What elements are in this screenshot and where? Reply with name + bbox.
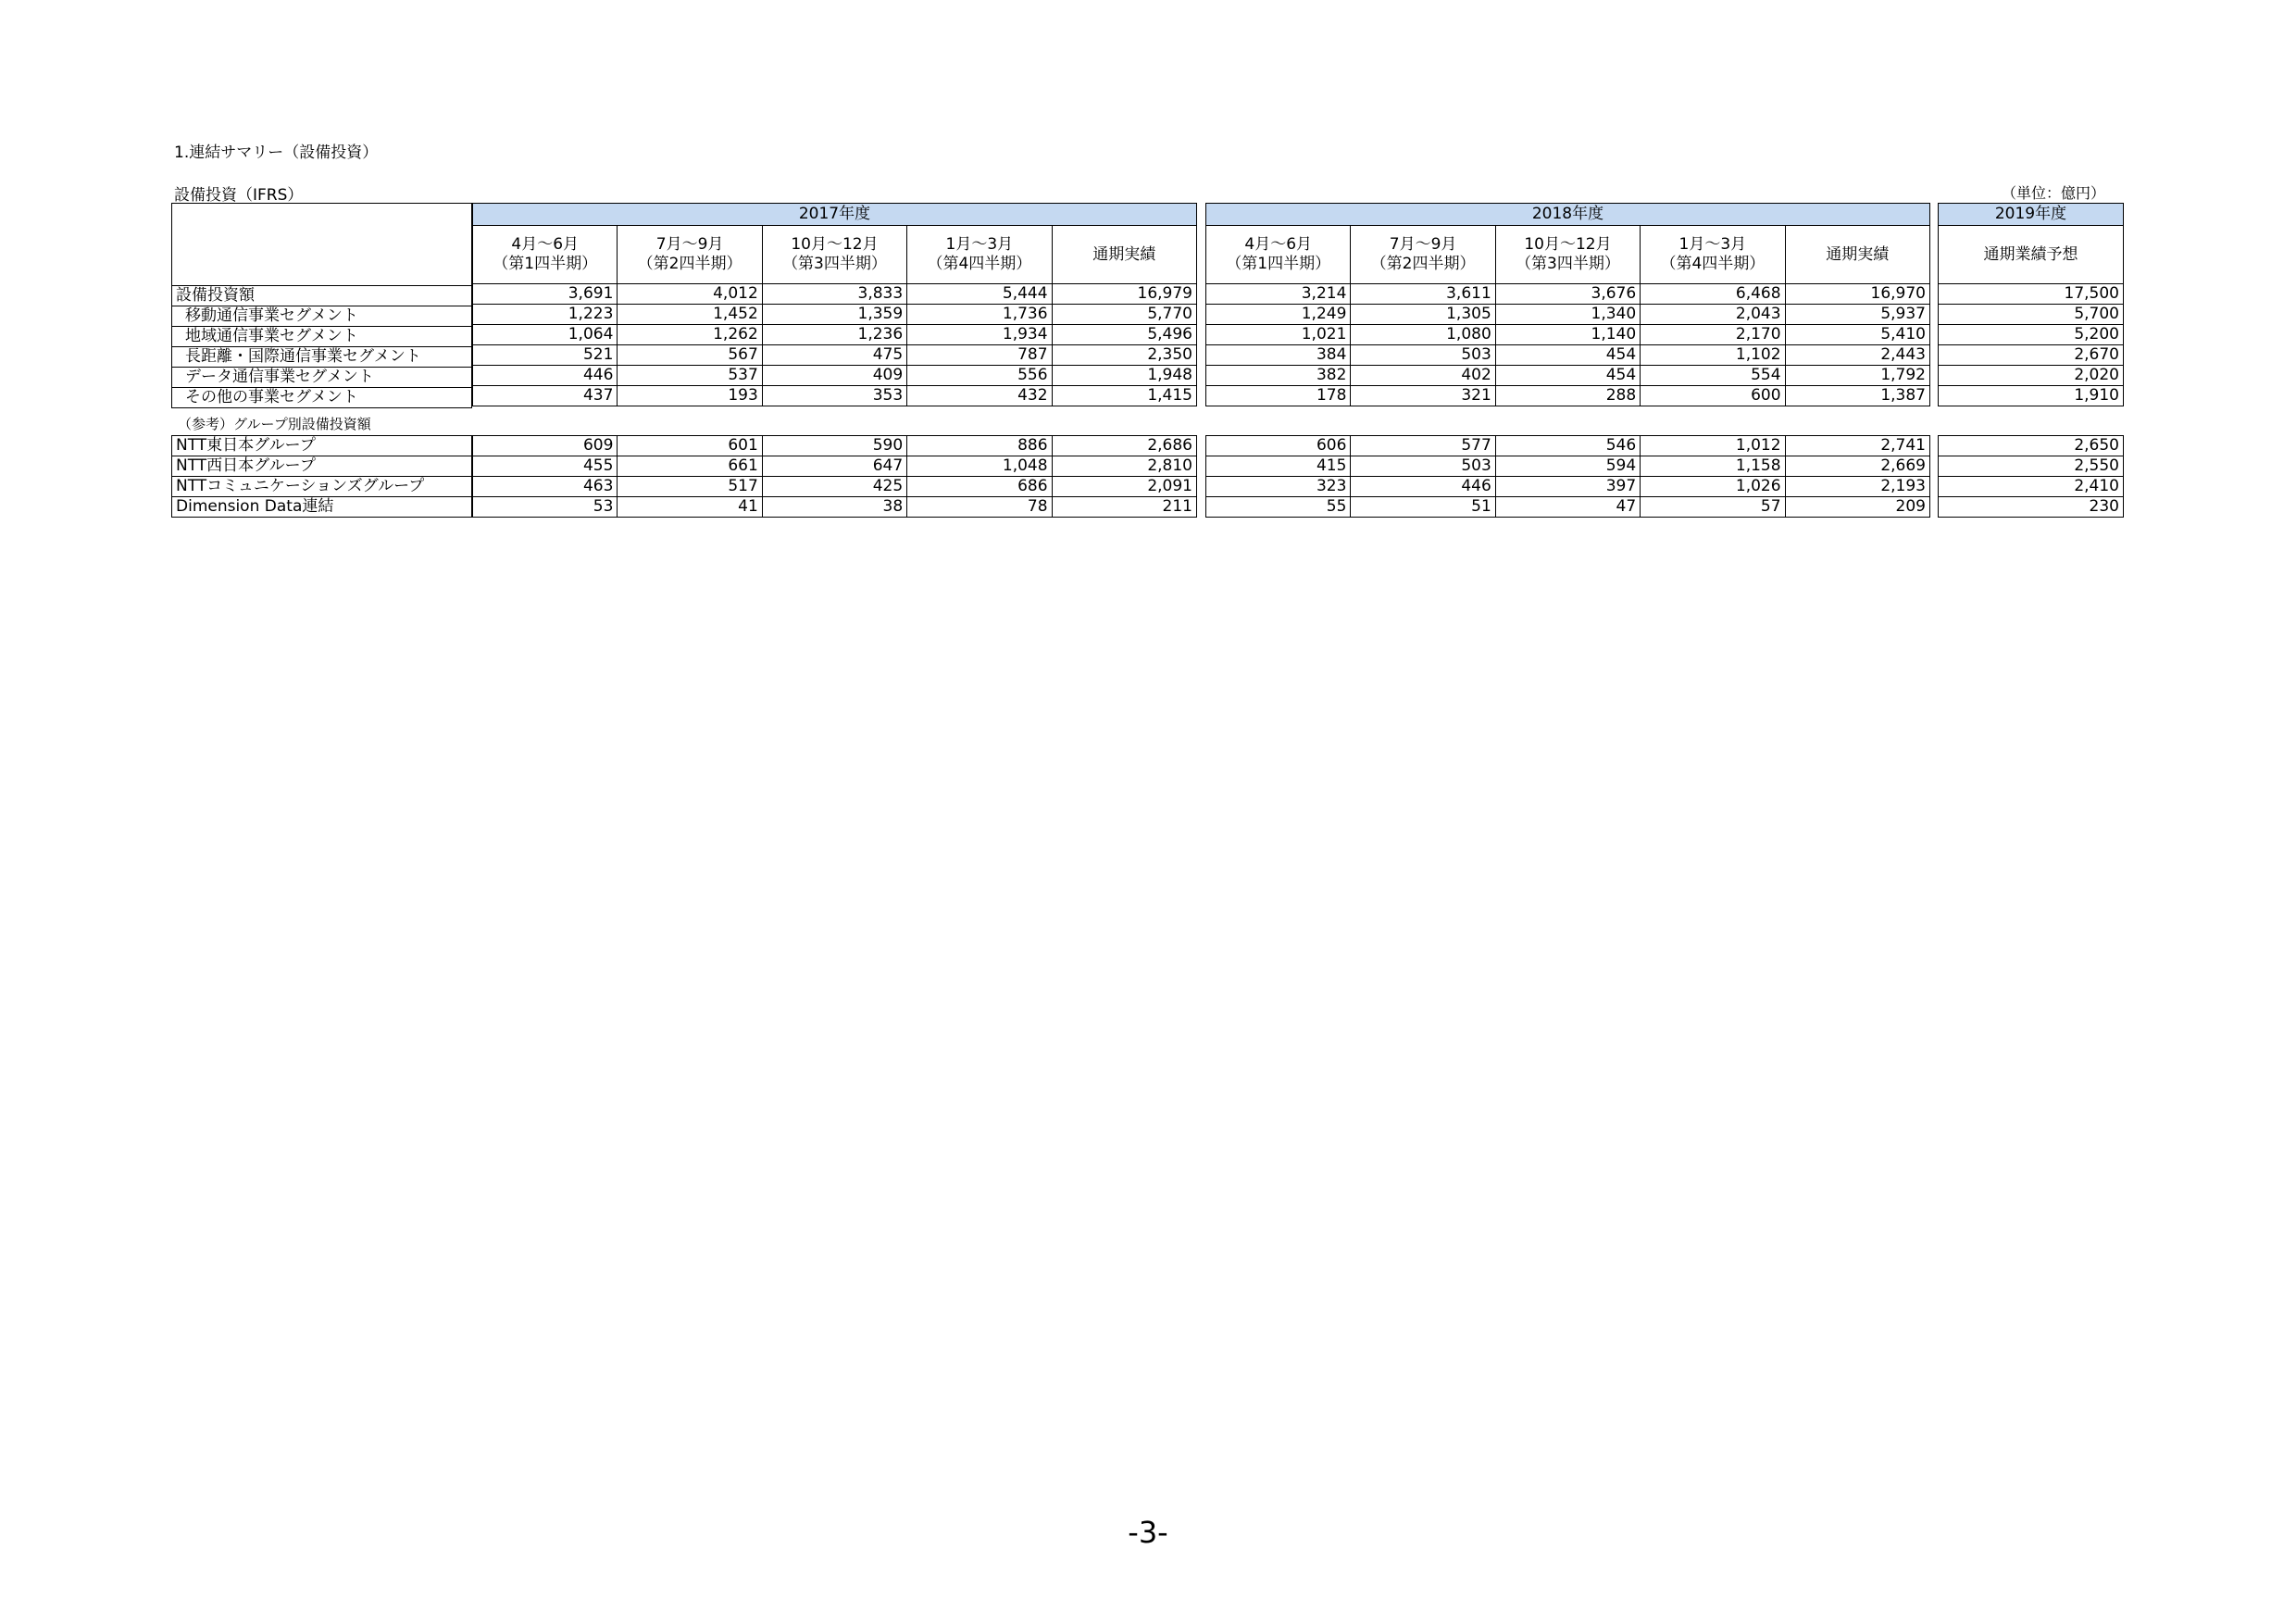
value-cell: 55: [1206, 497, 1351, 518]
value-cell: 517: [618, 477, 762, 497]
value-cell: 5,937: [1785, 305, 1929, 325]
value-cell: 886: [907, 436, 1052, 456]
year-header-row: [1939, 204, 2124, 226]
value-cell: 51: [1351, 497, 1495, 518]
value-cell: 3,833: [762, 284, 906, 305]
reference-heading: （参考）グループ別設備投資額: [178, 416, 371, 432]
row-label: NTT東日本グループ: [172, 436, 472, 456]
value-cell: 47: [1495, 497, 1640, 518]
table-row: [1206, 477, 1930, 497]
table-row: [172, 327, 472, 347]
forecast-value-cell: 5,700: [1939, 305, 2124, 325]
period-header-row: [473, 226, 1197, 284]
table-row: [1939, 456, 2124, 477]
table-row: [1939, 284, 2124, 305]
value-cell: 384: [1206, 345, 1351, 366]
year-header: 2018年度: [1206, 204, 1930, 226]
value-cell: 178: [1206, 386, 1351, 406]
value-cell: 600: [1641, 386, 1785, 406]
value-cell: 1,305: [1351, 305, 1495, 325]
table-row: [1939, 345, 2124, 366]
value-cell: 454: [1495, 366, 1640, 386]
table-row: [473, 305, 1197, 325]
value-cell: 437: [473, 386, 618, 406]
value-cell: 432: [907, 386, 1052, 406]
value-cell: 606: [1206, 436, 1351, 456]
table-row: [1206, 497, 1930, 518]
table-row: [1206, 284, 1930, 305]
value-cell: 1,012: [1641, 436, 1785, 456]
value-cell: 503: [1351, 456, 1495, 477]
period-header: [1351, 226, 1495, 284]
row-label: 設備投資額: [172, 286, 472, 306]
value-cell: 503: [1351, 345, 1495, 366]
period-name: 通期実績: [1092, 244, 1156, 264]
value-cell: 455: [473, 456, 618, 477]
table-row: [473, 284, 1197, 305]
table-row: [1939, 497, 2124, 518]
main-labels-table: [171, 203, 472, 408]
period-name: 通期実績: [1826, 244, 1890, 264]
value-cell: 402: [1351, 366, 1495, 386]
value-cell: 590: [762, 436, 906, 456]
value-cell: 1,340: [1495, 305, 1640, 325]
value-cell: 1,387: [1785, 386, 1929, 406]
period-name: 4月～6月: [511, 235, 580, 254]
value-cell: 5,496: [1052, 325, 1196, 345]
value-cell: 1,048: [907, 456, 1052, 477]
forecast-value-cell: 2,670: [1939, 345, 2124, 366]
value-cell: 409: [762, 366, 906, 386]
table-row: [1206, 386, 1930, 406]
value-cell: 353: [762, 386, 906, 406]
value-cell: 787: [907, 345, 1052, 366]
value-cell: 1,359: [762, 305, 906, 325]
value-cell: 2,741: [1785, 436, 1929, 456]
section-title: 1.連結サマリー（設備投資）: [174, 144, 379, 162]
period-header: [907, 226, 1052, 284]
table-row: [1939, 477, 2124, 497]
value-cell: 1,236: [762, 325, 906, 345]
period-quarter: （第2四半期）: [1370, 255, 1476, 273]
value-cell: 415: [1206, 456, 1351, 477]
table-title: 設備投資（IFRS）: [174, 186, 304, 205]
forecast-value-cell: 2,020: [1939, 366, 2124, 386]
period-quarter: （第4四半期）: [1660, 255, 1766, 273]
value-cell: 211: [1052, 497, 1196, 518]
table-row: [1206, 325, 1930, 345]
value-cell: 1,262: [618, 325, 762, 345]
value-cell: 2,170: [1641, 325, 1785, 345]
value-cell: 2,443: [1785, 345, 1929, 366]
forecast-value-cell: 2,410: [1939, 477, 2124, 497]
forecast-value-cell: 230: [1939, 497, 2124, 518]
table-row: [172, 368, 472, 388]
period-name: 10月～12月: [791, 235, 879, 254]
value-cell: 193: [618, 386, 762, 406]
value-cell: 2,669: [1785, 456, 1929, 477]
header-blank-row: [172, 204, 472, 286]
period-header: [1206, 226, 1351, 284]
forecast-value-cell: 1,910: [1939, 386, 2124, 406]
table-row: [1939, 366, 2124, 386]
row-label: 地域通信事業セグメント: [172, 327, 472, 347]
value-cell: 3,214: [1206, 284, 1351, 305]
table-row: [473, 477, 1197, 497]
value-cell: 323: [1206, 477, 1351, 497]
table-row: [1939, 436, 2124, 456]
value-cell: 2,810: [1052, 456, 1196, 477]
value-cell: 2,043: [1641, 305, 1785, 325]
value-cell: 601: [618, 436, 762, 456]
table-row: [172, 388, 472, 408]
value-cell: 3,691: [473, 284, 618, 305]
table-row: [1206, 436, 1930, 456]
period-header: [618, 226, 762, 284]
value-cell: 1,064: [473, 325, 618, 345]
year-header-row: [1206, 204, 1930, 226]
value-cell: 567: [618, 345, 762, 366]
row-label: NTT西日本グループ: [172, 456, 472, 477]
table-row: [1206, 305, 1930, 325]
table-row: [172, 497, 472, 518]
row-label: 長距離・国際通信事業セグメント: [172, 347, 472, 368]
table-row: [1206, 456, 1930, 477]
period-header: [1052, 226, 1196, 284]
value-cell: 1,249: [1206, 305, 1351, 325]
table-row: [1939, 386, 2124, 406]
period-header: [762, 226, 906, 284]
value-cell: 321: [1351, 386, 1495, 406]
table-row: [473, 386, 1197, 406]
value-cell: 446: [473, 366, 618, 386]
reference-labels-table: [171, 435, 472, 518]
value-cell: 521: [473, 345, 618, 366]
value-cell: 5,444: [907, 284, 1052, 305]
value-cell: 537: [618, 366, 762, 386]
year-header: 2017年度: [473, 204, 1197, 226]
period-header: [1641, 226, 1785, 284]
period-header-row: [1206, 226, 1930, 284]
reference-fy2019-table: [1938, 435, 2124, 518]
table-row: [473, 497, 1197, 518]
value-cell: 1,792: [1785, 366, 1929, 386]
value-cell: 2,350: [1052, 345, 1196, 366]
value-cell: 3,611: [1351, 284, 1495, 305]
value-cell: 1,415: [1052, 386, 1196, 406]
forecast-value-cell: 2,550: [1939, 456, 2124, 477]
value-cell: 2,686: [1052, 436, 1196, 456]
main-fy2017-table: [472, 203, 1197, 406]
value-cell: 78: [907, 497, 1052, 518]
value-cell: 41: [618, 497, 762, 518]
value-cell: 609: [473, 436, 618, 456]
row-label: NTTコミュニケーションズグループ: [172, 477, 472, 497]
period-header: [1785, 226, 1929, 284]
value-cell: 546: [1495, 436, 1640, 456]
year-header: 2019年度: [1939, 204, 2124, 226]
period-quarter: （第4四半期）: [927, 255, 1032, 273]
table-row: [172, 306, 472, 327]
value-cell: 1,223: [473, 305, 618, 325]
value-cell: 53: [473, 497, 618, 518]
value-cell: 577: [1351, 436, 1495, 456]
table-row: [172, 347, 472, 368]
period-quarter: （第1四半期）: [1226, 255, 1331, 273]
header-blank-cell: [172, 204, 472, 286]
value-cell: 2,193: [1785, 477, 1929, 497]
value-cell: 1,948: [1052, 366, 1196, 386]
value-cell: 463: [473, 477, 618, 497]
period-name: 1月～3月: [1678, 235, 1747, 254]
value-cell: 1,102: [1641, 345, 1785, 366]
value-cell: 475: [762, 345, 906, 366]
table-row: [1939, 325, 2124, 345]
value-cell: 38: [762, 497, 906, 518]
value-cell: 554: [1641, 366, 1785, 386]
table-row: [1206, 366, 1930, 386]
value-cell: 556: [907, 366, 1052, 386]
main-fy2019-table: [1938, 203, 2124, 406]
value-cell: 2,091: [1052, 477, 1196, 497]
period-header: [473, 226, 618, 284]
value-cell: 288: [1495, 386, 1640, 406]
value-cell: 16,979: [1052, 284, 1196, 305]
table-row: [172, 456, 472, 477]
value-cell: 425: [762, 477, 906, 497]
row-label: データ通信事業セグメント: [172, 368, 472, 388]
period-header: [1495, 226, 1640, 284]
table-row: [473, 436, 1197, 456]
forecast-value-cell: 17,500: [1939, 284, 2124, 305]
value-cell: 446: [1351, 477, 1495, 497]
table-row: [473, 366, 1197, 386]
value-cell: 1,934: [907, 325, 1052, 345]
table-row: [1939, 305, 2124, 325]
forecast-header: 通期業績予想: [1939, 226, 2124, 284]
period-quarter: （第1四半期）: [493, 255, 598, 273]
row-label: 移動通信事業セグメント: [172, 306, 472, 327]
period-header-row: [1939, 226, 2124, 284]
table-row: [172, 286, 472, 306]
row-label: Dimension Data連結: [172, 497, 472, 518]
value-cell: 1,080: [1351, 325, 1495, 345]
table-row: [473, 345, 1197, 366]
year-header-row: [473, 204, 1197, 226]
value-cell: 5,770: [1052, 305, 1196, 325]
value-cell: 16,970: [1785, 284, 1929, 305]
period-quarter: （第3四半期）: [1516, 255, 1620, 273]
value-cell: 1,452: [618, 305, 762, 325]
unit-label: （単位：億円）: [2001, 184, 2105, 202]
value-cell: 647: [762, 456, 906, 477]
value-cell: 686: [907, 477, 1052, 497]
period-quarter: （第2四半期）: [637, 255, 742, 273]
main-fy2018-table: [1205, 203, 1930, 406]
value-cell: 6,468: [1641, 284, 1785, 305]
value-cell: 3,676: [1495, 284, 1640, 305]
table-row: [172, 436, 472, 456]
period-quarter: （第3四半期）: [782, 255, 887, 273]
value-cell: 1,736: [907, 305, 1052, 325]
forecast-value-cell: 2,650: [1939, 436, 2124, 456]
value-cell: 4,012: [618, 284, 762, 305]
value-cell: 1,140: [1495, 325, 1640, 345]
forecast-value-cell: 5,200: [1939, 325, 2124, 345]
row-label: その他の事業セグメント: [172, 388, 472, 408]
value-cell: 1,021: [1206, 325, 1351, 345]
value-cell: 397: [1495, 477, 1640, 497]
period-name: 1月～3月: [945, 235, 1014, 254]
value-cell: 5,410: [1785, 325, 1929, 345]
page-number: -3-: [1128, 1515, 1168, 1550]
period-name: 7月～9月: [655, 235, 724, 254]
table-row: [1206, 345, 1930, 366]
reference-fy2017-table: [472, 435, 1197, 518]
value-cell: 454: [1495, 345, 1640, 366]
period-name: 4月～6月: [1244, 235, 1313, 254]
table-row: [473, 456, 1197, 477]
value-cell: 57: [1641, 497, 1785, 518]
value-cell: 1,158: [1641, 456, 1785, 477]
value-cell: 209: [1785, 497, 1929, 518]
value-cell: 382: [1206, 366, 1351, 386]
table-row: [473, 325, 1197, 345]
value-cell: 1,026: [1641, 477, 1785, 497]
period-name: 10月～12月: [1524, 235, 1612, 254]
table-row: [172, 477, 472, 497]
value-cell: 661: [618, 456, 762, 477]
reference-fy2018-table: [1205, 435, 1930, 518]
value-cell: 594: [1495, 456, 1640, 477]
period-name: 7月～9月: [1389, 235, 1457, 254]
